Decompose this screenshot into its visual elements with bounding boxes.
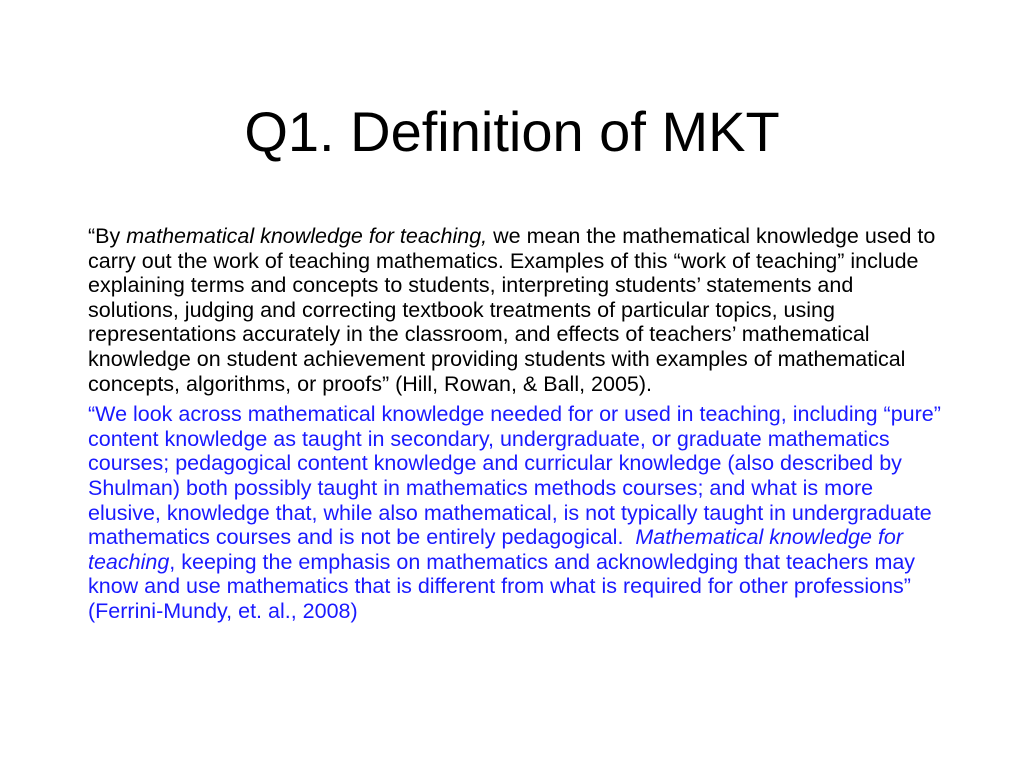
quote-body-text: “We look across mathematical knowledge needed for or used in teaching, including “pure” content knowledge as taught in secondary, undergraduate, or graduate mathematics courses; pedagogical content knowledge and curricular knowledge (also described by Shulman) both possibly taught in mathematics methods courses; and what is more elusive, knowledge that, while also mathematical, is not typically taught in undergraduate mathematics courses and is not be entirely pedagogical. — [88, 402, 947, 550]
slide-title: Q1. Definition of MKT — [244, 100, 780, 163]
slide-body — [88, 224, 948, 630]
quote-paragraph-hill — [88, 224, 948, 396]
quote-open-text: “By — [88, 224, 127, 248]
quote-body-text: we mean the mathematical knowledge used to carry out the work of teaching mathematics. Examples of this “work of teaching” include explaining terms and concepts to students, interpreting students’ statements and solutions, judging and correcting textbook treatments of particular topics, using representations accurately in the classroom, and effects of teachers’ mathematical knowledge on student achievement providing students with examples of mathematical concepts, algorithms, or proofs” (Hill, Rowan, & Ball, 2005). — [88, 224, 936, 396]
quote-closing-text: , keeping the emphasis on mathematics and acknowledging that teachers may know and use mathematics that is different from what is required for other professions” (Ferrini-Mundy, et. al., 2008) — [88, 549, 916, 623]
quote-italic-term: mathematical knowledge for teaching, — [126, 224, 488, 248]
quote-paragraph-ferrini-mundy — [88, 402, 948, 623]
quote-italic-term: Mathematical knowledge for teaching — [88, 525, 904, 574]
